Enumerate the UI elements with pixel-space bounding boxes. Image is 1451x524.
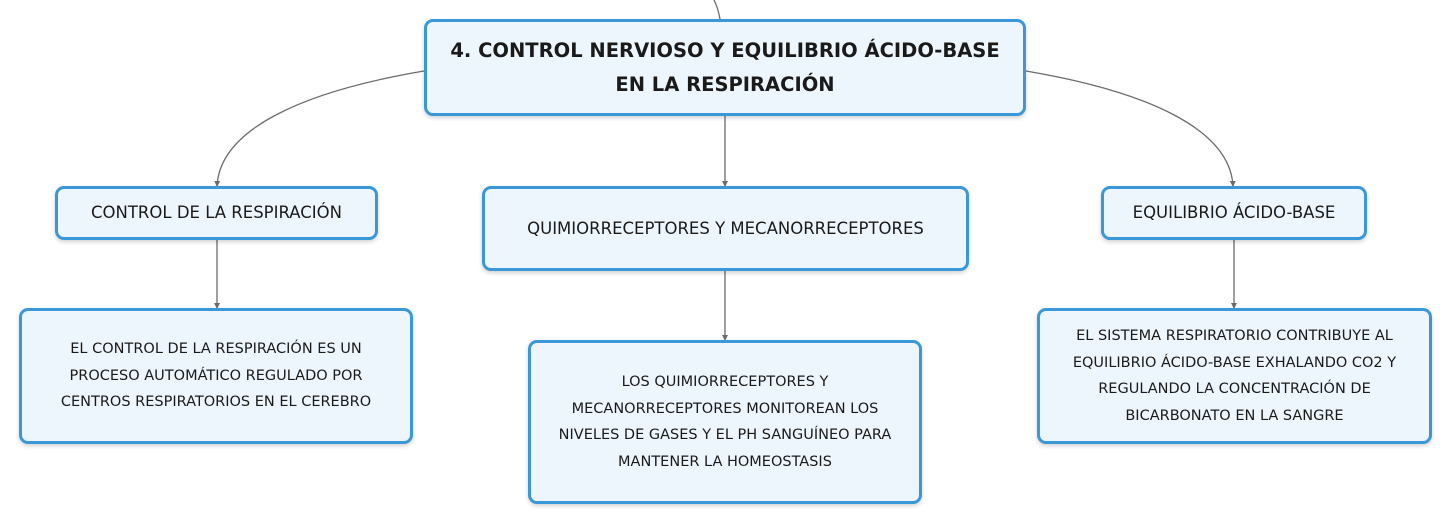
root-node-text [450,34,999,102]
connector-parent-to-root [714,0,720,19]
detail-line: EL CONTROL DE LA RESPIRACIÓN ES UN [70,341,362,358]
detail-line: LOS QUIMIORRECEPTORES Y [621,374,829,390]
detail-text-control [61,336,371,416]
topic-node-control[interactable] [55,186,378,240]
detail-line: REGULANDO LA CONCENTRACIÓN DE [1098,381,1371,397]
root-title-line-2: EN LA RESPIRACIÓN [615,72,835,96]
topic-label-equilibrio: EQUILIBRIO ÁCIDO-BASE [1132,203,1336,222]
detail-line: BICARBONATO EN LA SANGRE [1125,407,1344,424]
detail-node-quimiorreceptores[interactable] [528,340,922,504]
topic-label-quimiorreceptores: QUIMIORRECEPTORES Y MECANORRECEPTORES [527,218,924,238]
detail-line: EL SISTEMA RESPIRATORIO CONTRIBUYE AL [1076,328,1393,344]
detail-line: EQUILIBRIO ÁCIDO-BASE EXHALANDO CO2 Y [1072,354,1397,371]
topic-label-control: CONTROL DE LA RESPIRACIÓN [91,203,342,222]
root-node[interactable] [424,19,1026,116]
detail-line: MANTENER LA HOMEOSTASIS [618,453,832,470]
detail-node-equilibrio[interactable] [1037,308,1432,444]
connector-root-to-equilibrio [1026,71,1233,186]
detail-text-quimiorreceptores [559,369,892,475]
detail-text-equilibrio [1073,323,1396,429]
connector-root-to-control [217,71,424,186]
topic-node-equilibrio[interactable] [1101,186,1367,240]
detail-line: CENTROS RESPIRATORIOS EN EL CEREBRO [60,394,372,411]
detail-line: PROCESO AUTOMÁTICO REGULADO POR [69,367,363,384]
detail-line: MECANORRECEPTORES MONITOREAN LOS [571,400,879,417]
detail-node-control[interactable] [19,308,413,444]
detail-line: NIVELES DE GASES Y EL PH SANGUÍNEO PARA [558,427,892,443]
root-title-line-1: 4. CONTROL NERVIOSO Y EQUILIBRIO ÁCIDO-BASE [450,38,1000,62]
topic-node-quimiorreceptores[interactable] [482,186,969,271]
